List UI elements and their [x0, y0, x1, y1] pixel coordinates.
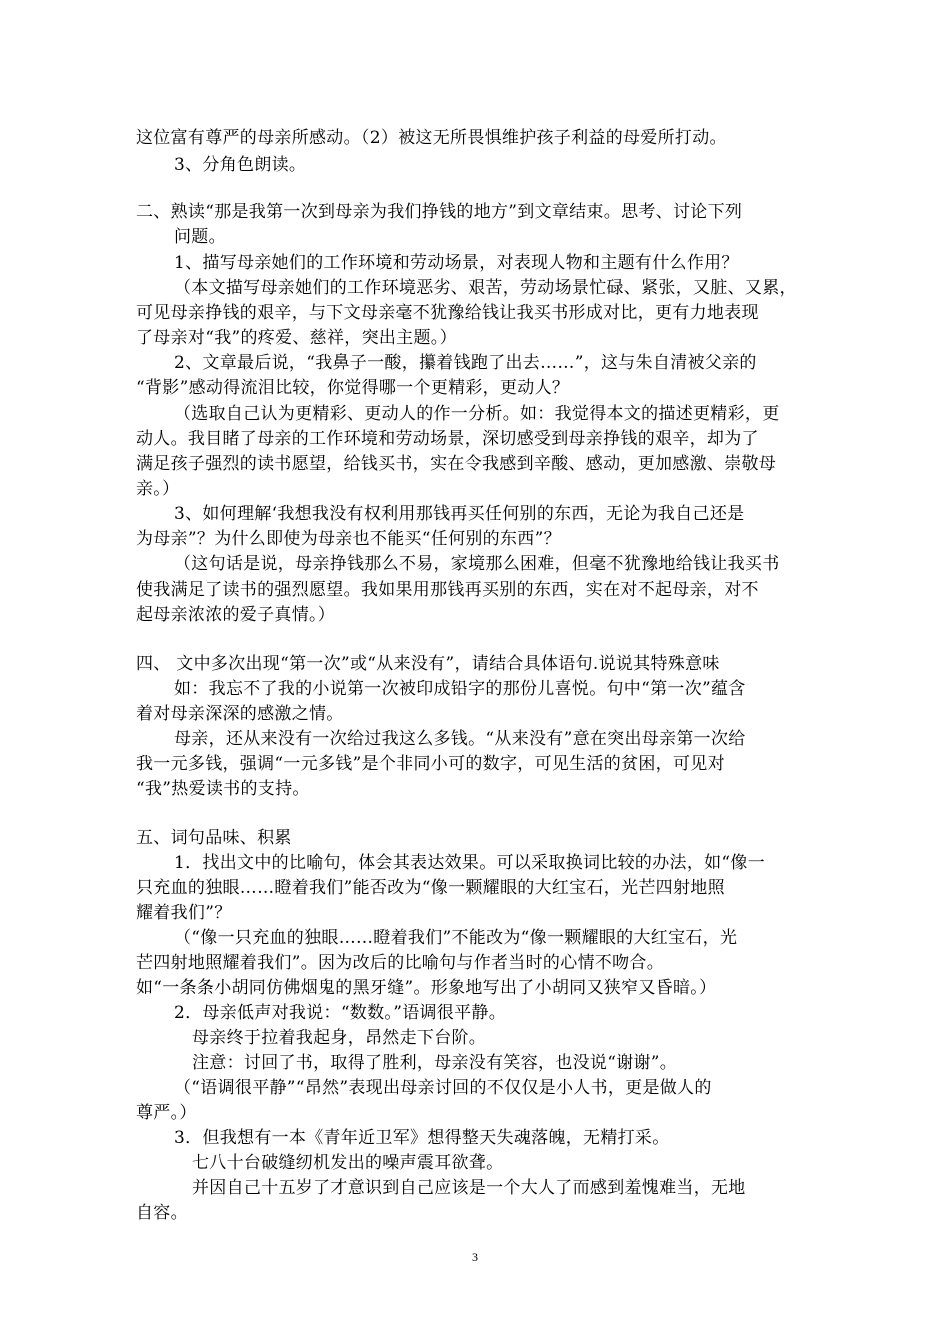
text-line: 并因自己十五岁了才意识到自己应该是一个大人了而感到羞愧难当，无地 — [192, 1178, 746, 1198]
text-line: 3、分角色朗读。 — [174, 155, 307, 175]
text-line: 如：我忘不了我的小说第一次被印成铅字的那份儿喜悦。句中“第一次”蕴含 — [174, 679, 746, 699]
text-line: 注意：讨回了书，取得了胜利，母亲没有笑容，也没说“谢谢”。 — [192, 1053, 678, 1073]
text-line: 母亲终于拉着我起身，昂然走下台阶。 — [192, 1028, 487, 1048]
text-line: 了母亲对“我”的疼爱、慈祥，突出主题。） — [136, 328, 457, 348]
text-line: 只充血的独眼……瞪着我们”能否改为“像一颗耀眼的大红宝石，光芒四射地照 — [136, 878, 725, 898]
page-number: 3 — [472, 1250, 478, 1264]
question-line: 3、如何理解‘我想我没有权利用那钱再买任何别的东西，无论为我自己还是 — [174, 504, 745, 524]
question-line: 2、文章最后说，“我鼻子一酸，攥着钱跑了出去……”，这与朱自清被父亲的 — [174, 353, 757, 373]
text-line: 尊严。） — [136, 1103, 197, 1123]
text-line: 芒四射地照耀着我们”。因为改后的比喻句与作者当时的心情不吻合。 — [136, 953, 664, 973]
question-line: 1、描写母亲她们的工作环境和劳动场景，对表现人物和主题有什么作用？ — [174, 253, 739, 273]
text-line: 满足孩子强烈的读书愿望，给钱买书，实在令我感到辛酸、感动，更加感激、崇敬母 — [136, 454, 777, 474]
text-line: 七八十台破缝纫机发出的噪声震耳欲聋。 — [192, 1153, 504, 1173]
section-heading: 五、词句品味、积累 — [136, 828, 292, 848]
answer-line: （本文描写母亲她们的工作环境恶劣、艰苦，劳动场景忙碌、紧张，又脏、又累， — [174, 278, 797, 298]
answer-line: （“语调很平静”“昂然”表现出母亲讨回的不仅仅是小人书，更是做人的 — [174, 1078, 712, 1098]
text-line: 问题。 — [174, 227, 226, 247]
text-line: 可见母亲挣钱的艰辛，与下文母亲毫不犹豫给钱让我买书形成对比，更有力地表现 — [136, 303, 759, 323]
text-line: 亲。） — [136, 479, 180, 499]
text-line: 母亲，还从来没有一次给过我这么多钱。“从来没有”意在突出母亲第一次给 — [174, 729, 746, 749]
text-line: 着对母亲深深的感激之情。 — [136, 704, 344, 724]
text-line: 为母亲”？为什么即使为母亲也不能买“任何别的东西”？ — [136, 529, 561, 549]
text-line: 耀着我们”？ — [136, 903, 232, 923]
answer-line: （“像一只充血的独眼……瞪着我们”不能改为“像一颗耀眼的大红宝石，光 — [174, 928, 738, 948]
text-line: 如“一条条小胡同仿佛烟鬼的黑牙缝”。形象地写出了小胡同又狭窄又昏暗。） — [136, 978, 717, 998]
section-heading: 二、熟读“那是我第一次到母亲为我们挣钱的地方”到文章结束。思考、讨论下列 — [136, 202, 743, 222]
question-line: 2．母亲低声对我说：“数数。”语调很平静。 — [174, 1003, 506, 1023]
text-line: “背影”感动得流泪比较，你觉得哪一个更精彩，更动人？ — [136, 378, 570, 398]
text-line: 这位富有尊严的母亲所感动。（2）被这无所畏惧维护孩子利益的母爱所打动。 — [136, 128, 727, 148]
section-heading: 四、 文中多次出现“第一次”或“从来没有”，请结合具体语句.说说其特殊意味 — [136, 654, 720, 674]
text-line: 我一元多钱，强调“一元多钱”是个非同小可的数字，可见生活的贫困，可见对 — [136, 754, 725, 774]
question-line: 3．但我想有一本《青年近卫军》想得整天失魂落魄，无精打采。 — [174, 1128, 670, 1148]
text-line: 动人。我目睹了母亲的工作环境和劳动场景，深切感受到母亲挣钱的艰辛，却为了 — [136, 429, 759, 449]
text-line: 自容。 — [136, 1203, 188, 1223]
text-line: 使我满足了读书的强烈愿望。我如果用那钱再买别的东西，实在对不起母亲，对不 — [136, 580, 759, 600]
text-line: 起母亲浓浓的爱子真情。） — [136, 605, 336, 625]
question-line: 1．找出文中的比喻句，体会其表达效果。可以采取换词比较的办法，如“像一 — [174, 853, 766, 873]
text-line: “我”热爱读书的支持。 — [136, 779, 310, 799]
answer-line: （选取自己认为更精彩、更动人的作一分析。如：我觉得本文的描述更精彩，更 — [174, 404, 780, 424]
answer-line: （这句话是说，母亲挣钱那么不易，家境那么困难，但毫不犹豫地给钱让我买书 — [174, 554, 780, 574]
